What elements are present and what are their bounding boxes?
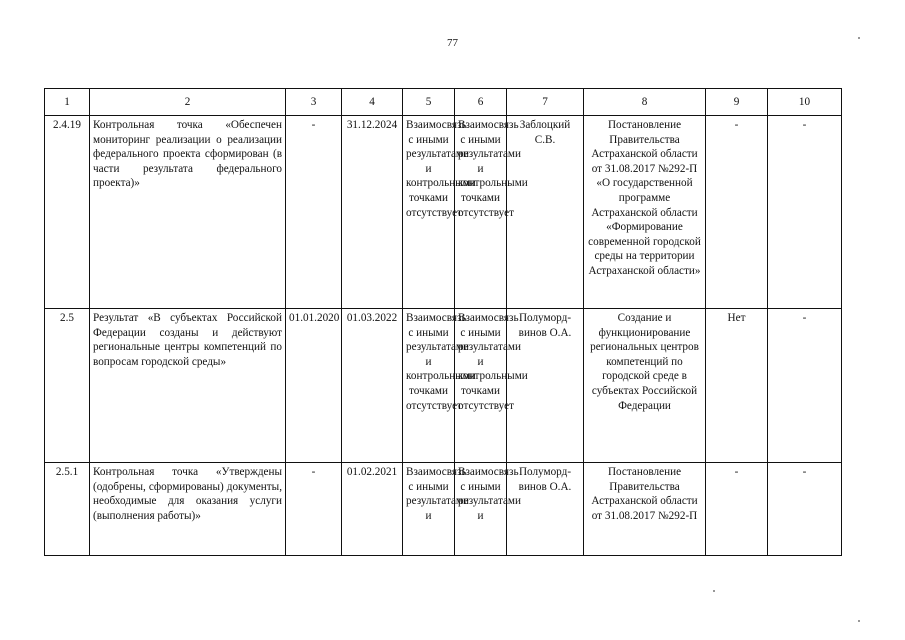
row-number: 2.5 — [45, 309, 90, 463]
row-end-date: 01.03.2022 — [342, 309, 403, 463]
scan-speck — [858, 37, 860, 39]
table-row — [45, 463, 842, 556]
row-predecessors: Взаимосвязь с иными результатами и — [403, 463, 455, 556]
row-col10: - — [768, 463, 842, 556]
row-name: Результат «В субъектах Российской Федерации созданы и действуют региональные центры компетенций по вопросам городской среды» — [90, 309, 286, 463]
row-col10: - — [768, 116, 842, 309]
program-table — [44, 88, 842, 556]
table-row — [45, 309, 842, 463]
row-predecessors: Взаимосвязь с иными результатами и контрольными точками отсутствует — [403, 116, 455, 309]
row-successors: Взаимосвязь с иными результатами и — [455, 463, 507, 556]
row-responsible: Полуморд-винов О.А. — [507, 463, 584, 556]
row-document: Постановление Правительства Астраханской области от 31.08.2017 №292-П «О государственной программе Астраханской области «Формирование современной городской среды на территории Астраханской области» — [584, 116, 706, 309]
row-end-date: 31.12.2024 — [342, 116, 403, 309]
row-start-date: - — [286, 463, 342, 556]
row-successors: Взаимосвязь с иными результатами и контрольными точками отсутствует — [455, 309, 507, 463]
header-row — [45, 89, 842, 116]
column-header-9: 9 — [706, 89, 768, 116]
column-header-10: 10 — [768, 89, 842, 116]
column-header-7: 7 — [507, 89, 584, 116]
row-responsible: Полуморд-винов О.А. — [507, 309, 584, 463]
column-header-5: 5 — [403, 89, 455, 116]
table-row — [45, 116, 842, 309]
row-col9: - — [706, 116, 768, 309]
row-document: Постановление Правительства Астраханской области от 31.08.2017 №292-П — [584, 463, 706, 556]
row-col10: - — [768, 309, 842, 463]
column-header-6: 6 — [455, 89, 507, 116]
row-document: Создание и функционирование региональных центров компетенций по городской среде в субъектах Российской Федерации — [584, 309, 706, 463]
row-start-date: 01.01.2020 — [286, 309, 342, 463]
row-name: Контрольная точка «Обеспечен мониторинг реализации о реализации федерального проекта сформирован (в части результата федерального проекта)» — [90, 116, 286, 309]
column-header-4: 4 — [342, 89, 403, 116]
row-col9: - — [706, 463, 768, 556]
row-start-date: - — [286, 116, 342, 309]
row-successors: Взаимосвязь с иными результатами и контрольными точками отсутствует — [455, 116, 507, 309]
row-number: 2.5.1 — [45, 463, 90, 556]
row-end-date: 01.02.2021 — [342, 463, 403, 556]
page-number: 77 — [447, 37, 458, 49]
column-header-8: 8 — [584, 89, 706, 116]
row-number: 2.4.19 — [45, 116, 90, 309]
column-header-3: 3 — [286, 89, 342, 116]
scan-speck — [858, 620, 860, 622]
row-predecessors: Взаимосвязь с иными результатами и контрольными точками отсутствует — [403, 309, 455, 463]
column-header-1: 1 — [45, 89, 90, 116]
scan-speck — [713, 590, 715, 592]
column-header-2: 2 — [90, 89, 286, 116]
row-col9: Нет — [706, 309, 768, 463]
row-name: Контрольная точка «Утверждены (одобрены, сформированы) документы, необходимые для оказания услуги (выполнения работы)» — [90, 463, 286, 556]
row-responsible: Заблоцкий С.В. — [507, 116, 584, 309]
